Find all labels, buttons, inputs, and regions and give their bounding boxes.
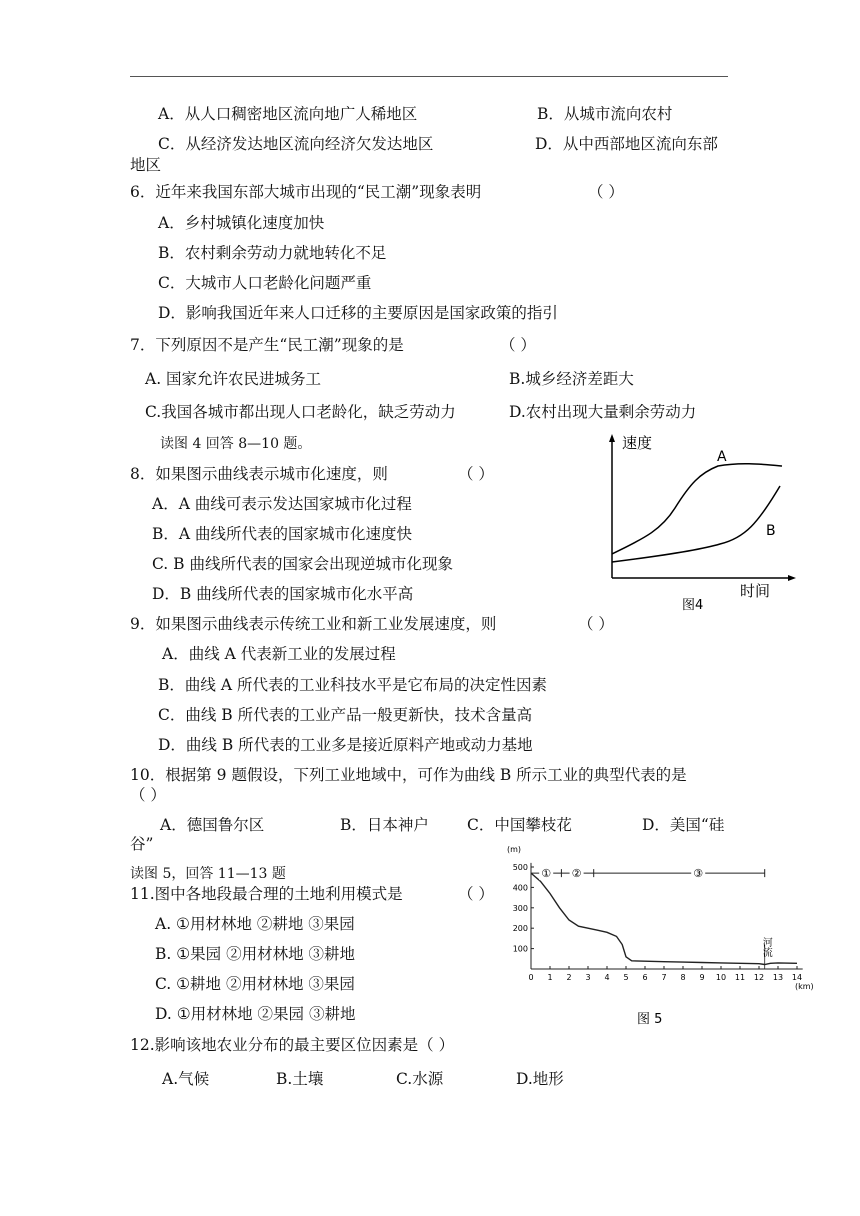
y-tick-label: 500 <box>512 863 528 872</box>
q9-option-a: A．曲线 A 代表新工业的发展过程 <box>162 645 396 663</box>
river-label: 河流 <box>760 937 772 958</box>
q6-option-b: B．农村剩余劳动力就地转化不足 <box>158 244 387 262</box>
figure-5-caption: 图 5 <box>637 1012 663 1027</box>
x-tick-label: 8 <box>680 973 686 982</box>
q8-option-b: B．A 曲线所代表的国家城市化速度快 <box>152 525 413 543</box>
question-7-answer-blank: （ ） <box>500 336 536 354</box>
question-9-answer-blank: （ ） <box>578 615 614 633</box>
q12-option-a: A.气候 <box>162 1070 210 1088</box>
q11-option-d: D. ①用材林地 ②果园 ③耕地 <box>155 1005 356 1023</box>
question-12: 12.影响该地农业分布的最主要区位因素是（ ） <box>130 1036 455 1054</box>
x-tick-label: 9 <box>699 973 705 982</box>
q12-option-c: C.水源 <box>396 1070 444 1088</box>
q10-option-c: C．中国攀枝花 <box>467 816 572 834</box>
q9-option-c: C．曲线 B 所代表的工业产品一般更新快，技术含量高 <box>158 706 533 724</box>
x-tick-label: 4 <box>604 973 610 982</box>
y-tick-label: 200 <box>512 924 528 934</box>
q5-option-b: B．从城市流向农村 <box>537 105 673 123</box>
q10-option-a: A．德国鲁尔区 <box>160 816 265 834</box>
q10-option-d-wrap: 谷” <box>130 835 154 853</box>
figure-4-caption: 图4 <box>682 598 704 613</box>
terrain-profile-line <box>531 873 797 964</box>
q12-option-d: D.地形 <box>516 1070 564 1088</box>
curve-a <box>612 464 782 554</box>
q12-option-b: B.土壤 <box>276 1070 324 1088</box>
x-tick-label: 1 <box>547 973 553 982</box>
read-figure-5-instruction: 读图 5，回答 11—13 题 <box>130 866 286 882</box>
x-tick-label: 10 <box>715 973 727 982</box>
question-6: 6．近年来我国东部大城市出现的“民工潮”现象表明 <box>130 183 482 201</box>
read-figure-4-instruction: 读图 4 回答 8—10 题。 <box>160 436 312 452</box>
q8-option-c: C. B 曲线所代表的国家会出现逆城市化现象 <box>152 555 453 573</box>
y-tick-label: 300 <box>512 903 528 913</box>
figure-4-x-arrow <box>788 575 796 581</box>
x-tick-label: 13 <box>772 973 784 982</box>
question-11-answer-blank: （ ） <box>458 885 494 903</box>
question-6-answer-blank: （ ） <box>588 183 624 201</box>
curve-a-label: A <box>717 449 727 465</box>
x-tick-label: 6 <box>642 973 648 982</box>
x-tick-label: 12 <box>753 973 765 982</box>
question-7: 7．下列原因不是产生“民工潮”现象的是 <box>130 336 404 354</box>
x-tick-label: 14 <box>791 973 803 982</box>
figure-4-ylabel: 速度 <box>622 434 653 452</box>
curve-b-label: B <box>766 523 776 539</box>
q8-option-d: D．B 曲线所代表的国家城市化水平高 <box>152 585 414 603</box>
figure-5-profile-chart <box>505 842 817 1032</box>
question-10: 10．根据第 9 题假设，下列工业地域中，可作为曲线 B 所示工业的典型代表的是 <box>130 766 687 784</box>
figure-4-y-arrow <box>609 434 615 442</box>
q6-option-d: D．影响我国近年来人口迁移的主要原因是国家政策的指引 <box>158 304 558 322</box>
segment-label-3: ③ <box>693 867 704 881</box>
q7-option-a: A. 国家允许农民进城务工 <box>145 370 322 388</box>
q7-option-c: C.我国各城市都出现人口老龄化，缺乏劳动力 <box>145 403 456 421</box>
q10-option-b: B．日本神户 <box>340 816 429 834</box>
q9-option-b: B．曲线 A 所代表的工业科技水平是它布局的决定性因素 <box>158 676 547 694</box>
x-tick-label: 5 <box>623 973 629 982</box>
x-tick-label: 3 <box>585 973 591 982</box>
figure-4-chart <box>600 428 800 618</box>
x-tick-label: 11 <box>734 973 746 982</box>
figure-5-x-unit: (km) <box>795 982 814 991</box>
q11-option-b: B. ①果园 ②用材林地 ③耕地 <box>155 945 355 963</box>
q9-option-d: D．曲线 B 所代表的工业多是接近原料产地或动力基地 <box>158 736 533 754</box>
x-tick-label: 7 <box>661 973 667 982</box>
q8-option-a: A．A 曲线可表示发达国家城市化过程 <box>152 495 412 513</box>
question-10-answer-blank: （ ） <box>130 786 166 804</box>
question-8: 8．如果图示曲线表示城市化速度，则 <box>130 465 388 483</box>
q6-option-c: C．大城市人口老龄化问题严重 <box>158 274 372 292</box>
q5-option-c: C．从经济发达地区流向经济欠发达地区 <box>158 135 434 153</box>
q10-option-d: D．美国“硅 <box>642 816 725 834</box>
q6-option-a: A．乡村城镇化速度加快 <box>158 214 325 232</box>
segment-label-1: ① <box>541 867 552 881</box>
figure-5-y-unit: (m) <box>507 845 522 854</box>
x-tick-label: 0 <box>528 973 534 982</box>
q7-option-b: B.城乡经济差距大 <box>509 370 634 388</box>
x-tick-label: 2 <box>566 973 572 982</box>
q11-option-c: C. ①耕地 ②用材林地 ③果园 <box>155 975 355 993</box>
q7-option-d: D.农村出现大量剩余劳动力 <box>509 403 697 421</box>
y-tick-label: 400 <box>512 883 528 893</box>
q11-option-a: A. ①用材林地 ②耕地 ③果园 <box>155 915 355 933</box>
top-rule <box>130 76 728 77</box>
question-8-answer-blank: （ ） <box>458 465 494 483</box>
q5-option-d-wrap: 地区 <box>130 156 162 174</box>
figure-4-xlabel: 时间 <box>740 582 771 600</box>
question-9: 9．如果图示曲线表示传统工业和新工业发展速度，则 <box>130 615 497 633</box>
curve-b <box>612 486 780 562</box>
segment-label-2: ② <box>571 867 582 881</box>
question-11: 11.图中各地段最合理的土地利用模式是 <box>130 885 403 903</box>
q5-option-a: A．从人口稠密地区流向地广人稀地区 <box>158 105 418 123</box>
y-tick-label: 100 <box>512 944 528 954</box>
q5-option-d: D．从中西部地区流向东部 <box>535 135 718 153</box>
